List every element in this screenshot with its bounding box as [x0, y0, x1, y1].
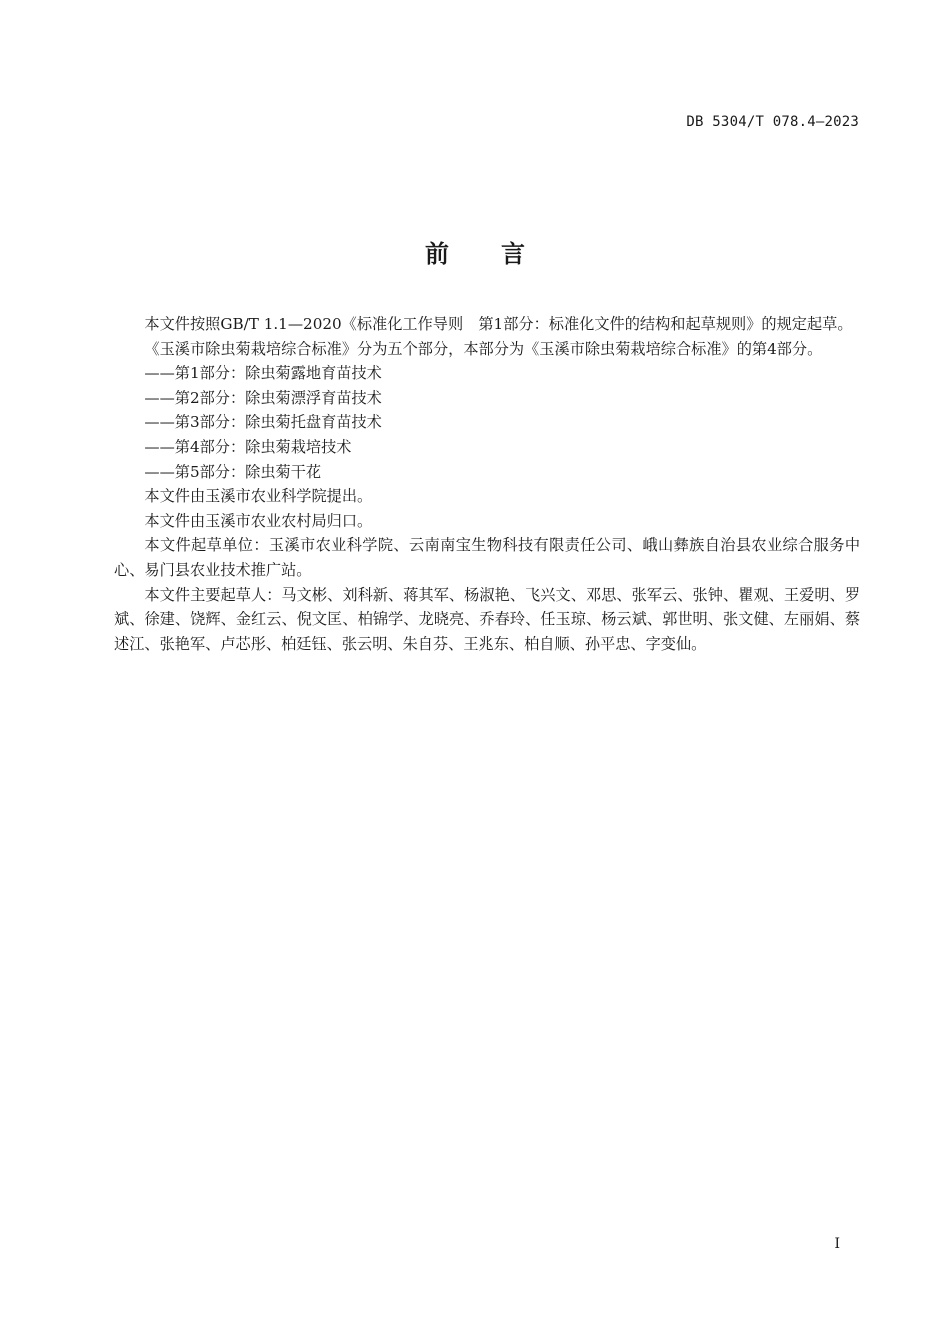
- page-title: [0, 234, 950, 269]
- page-number: I: [834, 1236, 840, 1252]
- paragraph-drafting-units: 本文件起草单位：玉溪市农业科学院、云南南宝生物科技有限责任公司、峨山彝族自治县农业综合服务中心、易门县农业技术推广站。: [114, 536, 860, 579]
- paragraph-drafters: 本文件主要起草人：马文彬、刘科新、蒋其军、杨淑艳、飞兴文、邓思、张军云、张钟、瞿观、王爱明、罗斌、徐建、饶辉、金红云、倪文匡、柏锦学、龙晓亮、乔春玲、任玉琼、杨云斌、郭世明、张文健、左丽娟、蔡述江、张艳军、卢芯彤、柏廷钰、张云明、朱自芬、王兆东、柏自顺、孙平忠、字变仙。: [114, 585, 860, 653]
- standard-code: DB 5304/T 078.4—2023: [686, 114, 859, 130]
- page-title-char-2: 言: [501, 240, 525, 268]
- list-item-part-5: ——第5部分：除虫菊干花: [144, 462, 322, 481]
- paragraph-standard-structure: 《玉溪市除虫菊栽培综合标准》分为五个部分，本部分为《玉溪市除虫菊栽培综合标准》的第4部分。: [144, 339, 823, 358]
- list-item-part-4: ——第4部分：除虫菊栽培技术: [144, 437, 352, 456]
- foreword-body: [114, 312, 860, 656]
- list-item-part-3: ——第3部分：除虫菊托盘育苗技术: [144, 413, 382, 432]
- list-item-part-1: ——第1部分：除虫菊露地育苗技术: [144, 364, 382, 383]
- list-item-part-2: ——第2部分：除虫菊漂浮育苗技术: [144, 388, 382, 407]
- paragraph-proposer: 本文件由玉溪市农业科学院提出。: [144, 487, 373, 506]
- paragraph-drafting-rule: 本文件按照GB/T 1.1—2020《标准化工作导则 第1部分：标准化文件的结构和起草规则》的规定起草。: [144, 315, 853, 333]
- paragraph-centralized-unit: 本文件由玉溪市农业农村局归口。: [144, 511, 373, 530]
- page-title-char-1: 前: [425, 240, 449, 268]
